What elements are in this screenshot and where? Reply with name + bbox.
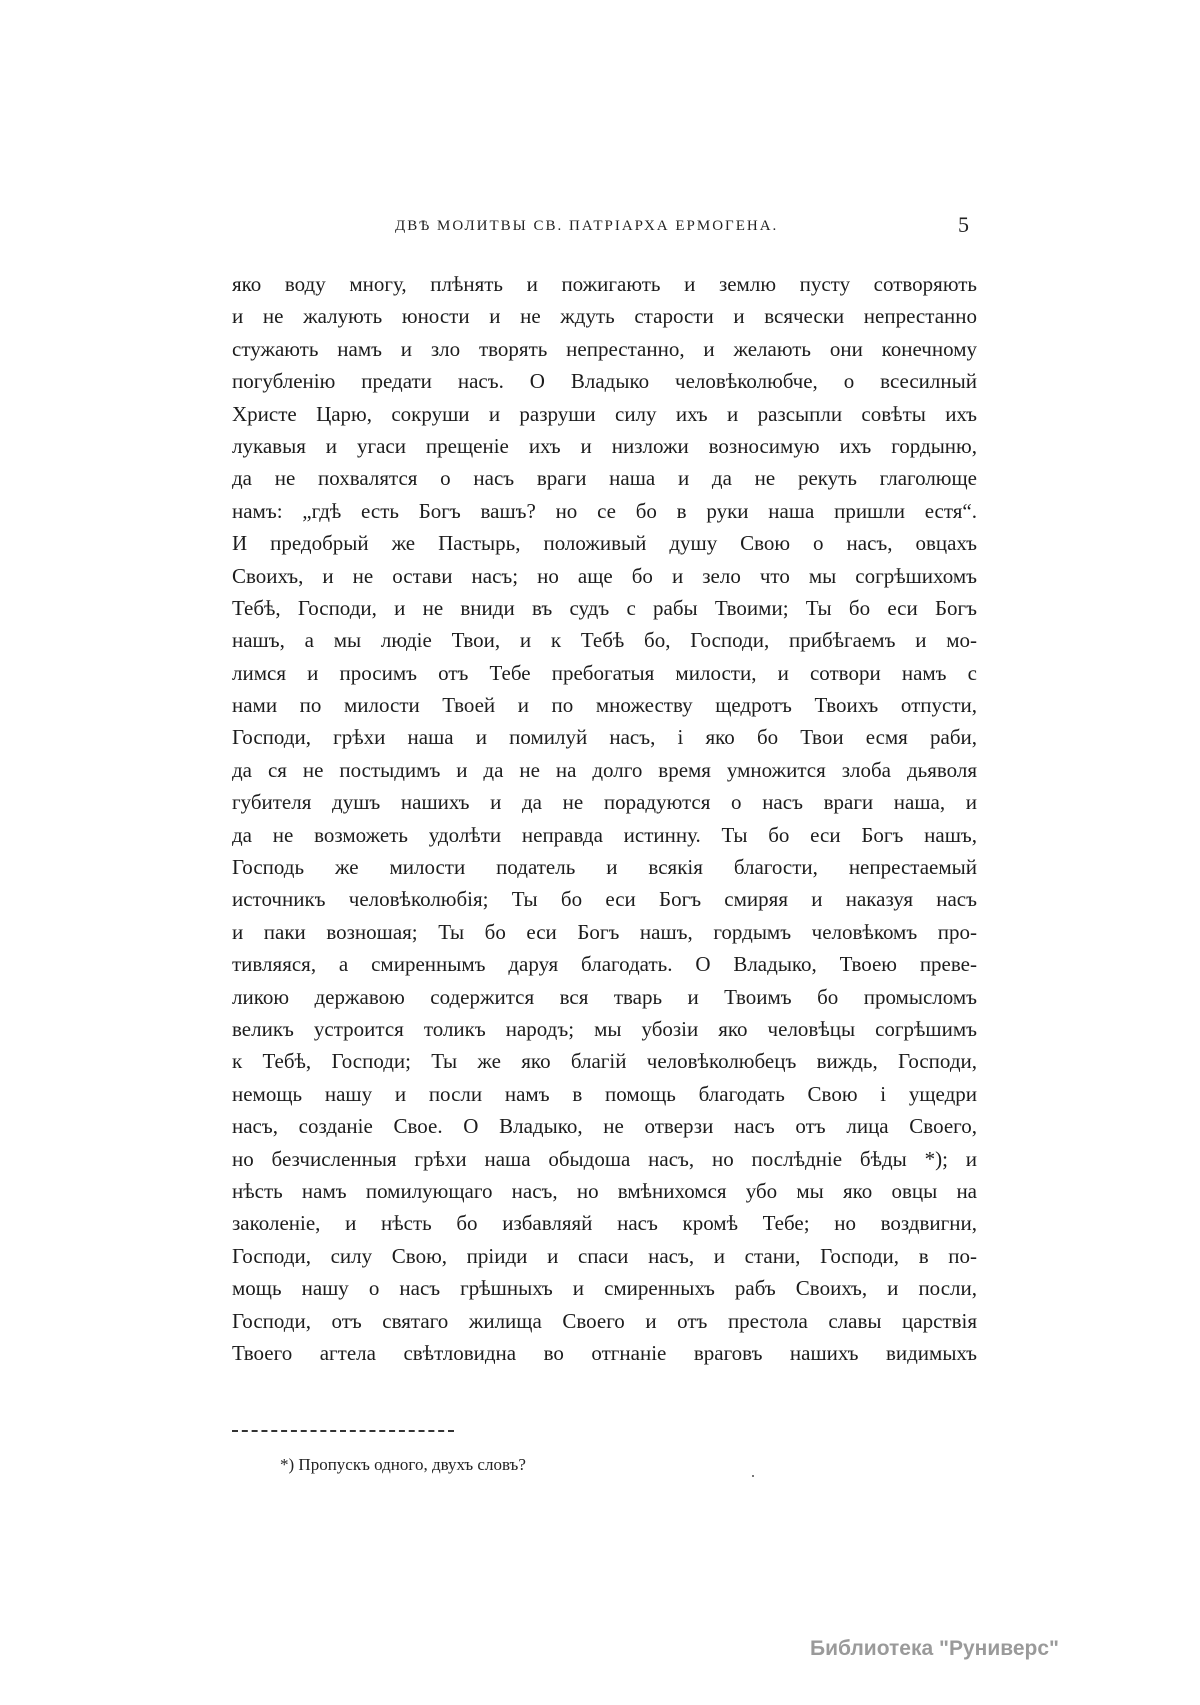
text-line: нами по милости Твоей и по множеству щедротъ Твоихъ отпусти, <box>232 693 977 718</box>
text-line: Тебѣ, Господи, и не вниди въ судъ с рабы Твоими; Ты бо еси Богъ <box>232 595 977 620</box>
text-line: лимся и просимъ отъ Тебе пребогатыя милости, и сотвори намъ с <box>232 660 977 685</box>
text-line: Своихъ, и не остави насъ; но аще бо и зело что мы согрѣшихомъ <box>232 563 977 588</box>
body-text <box>232 268 977 1369</box>
text-line: да ся не постыдимъ и да не на долго время умножится злоба дьяволя <box>232 757 977 782</box>
text-line: великъ устроится толикъ народъ; мы убозіи яко человѣцы согрѣшимъ <box>232 1016 977 1041</box>
text-line: И предобрый же Пастырь, положивый душу Свою о насъ, овцахъ <box>232 531 977 556</box>
text-line: немощь нашу и посли намъ в помощь благодать Свою і ущедри <box>232 1081 977 1106</box>
text-line: насъ, созданіе Свое. О Владыко, не отверзи насъ отъ лица Своего, <box>232 1114 977 1139</box>
text-line: Господи, грѣхи наша и помилуй насъ, і яко бо Твои есмя раби, <box>232 725 977 750</box>
text-line: стужають намъ и зло творять непрестанно, и желають они конечному <box>232 336 977 361</box>
text-line: Христе Царю, сокруши и разруши силу ихъ и разсыпли совѣты ихъ <box>232 401 977 426</box>
text-line: нѣсть намъ помилующаго насъ, но вмѣнихомся убо мы яко овцы на <box>232 1178 977 1203</box>
text-line: ликою державою содержится вся тварь и Твоимъ бо промысломъ <box>232 984 977 1009</box>
text-line: погубленію предати насъ. О Владыко человѣколюбче, о всесилный <box>232 369 977 394</box>
footnote: *) Пропускъ одного, двухъ словъ? <box>280 1455 526 1474</box>
scan-speck <box>752 1475 754 1477</box>
footnote-divider <box>232 1430 454 1432</box>
text-line: да не возможеть удолѣти неправда истинну. Ты бо еси Богъ нашъ, <box>232 822 977 847</box>
text-line: яко воду многу, плѣнять и пожигають и землю пусту сотворяють <box>232 272 977 296</box>
text-line: Господи, отъ святаго жилища Своего и отъ престола славы царствія <box>232 1308 977 1333</box>
text-line: источникъ человѣколюбія; Ты бо еси Богъ смиряя и наказуя насъ <box>232 887 977 912</box>
text-line: и паки возношая; Ты бо еси Богъ нашъ, гордымъ человѣкомъ про- <box>232 919 977 944</box>
text-line: Твоего агтела свѣтловидна во отгнаніе враговъ нашихъ видимыхъ <box>232 1340 977 1365</box>
text-line: намъ: „гдѣ есть Богъ вашъ? но се бо в руки наша пришли естя“. <box>232 498 977 523</box>
text-line: и не жалують юности и не ждуть старости и всячески непрестанно <box>232 304 977 329</box>
text-line: Господь же милости податель и всякія благости, непрестаемый <box>232 855 977 880</box>
text-line: да не похвалятся о насъ враги наша и да не рекуть глаголюще <box>232 466 977 491</box>
text-line: нашъ, а мы людіе Твои, и к Тебѣ бо, Господи, прибѣгаемъ и мо- <box>232 628 977 653</box>
running-title: ДВѢ МОЛИТВЫ СВ. ПАТРІАРХА ЕРМОГЕНА. <box>395 218 779 234</box>
text-line: но безчисленныя грѣхи наша обыдоша насъ, но послѣдніе бѣды *); и <box>232 1146 977 1171</box>
text-line: тивляяся, а смиреннымъ даруя благодать. О Владыко, Твоею преве- <box>232 952 977 977</box>
library-watermark: Библиотека "Руниверс" <box>810 1637 1060 1660</box>
text-line: Господи, силу Свою, пріиди и спаси насъ, и стани, Господи, в по- <box>232 1243 977 1268</box>
text-line: к Тебѣ, Господи; Ты же яко благій человѣколюбецъ виждь, Господи, <box>232 1049 977 1074</box>
text-line: заколеніе, и нѣсть бо избавляяй насъ кромѣ Тебе; но воздвигни, <box>232 1211 977 1236</box>
text-line: мощь нашу о насъ грѣшныхъ и смиренныхъ рабъ Своихъ, и посли, <box>232 1276 977 1301</box>
page-number: 5 <box>958 212 969 237</box>
text-line: губителя душъ нашихъ и да не порадуются о насъ враги наша, и <box>232 790 977 815</box>
text-line: лукавыя и угаси прещеніе ихъ и низложи возносимую ихъ гордыню, <box>232 433 977 458</box>
